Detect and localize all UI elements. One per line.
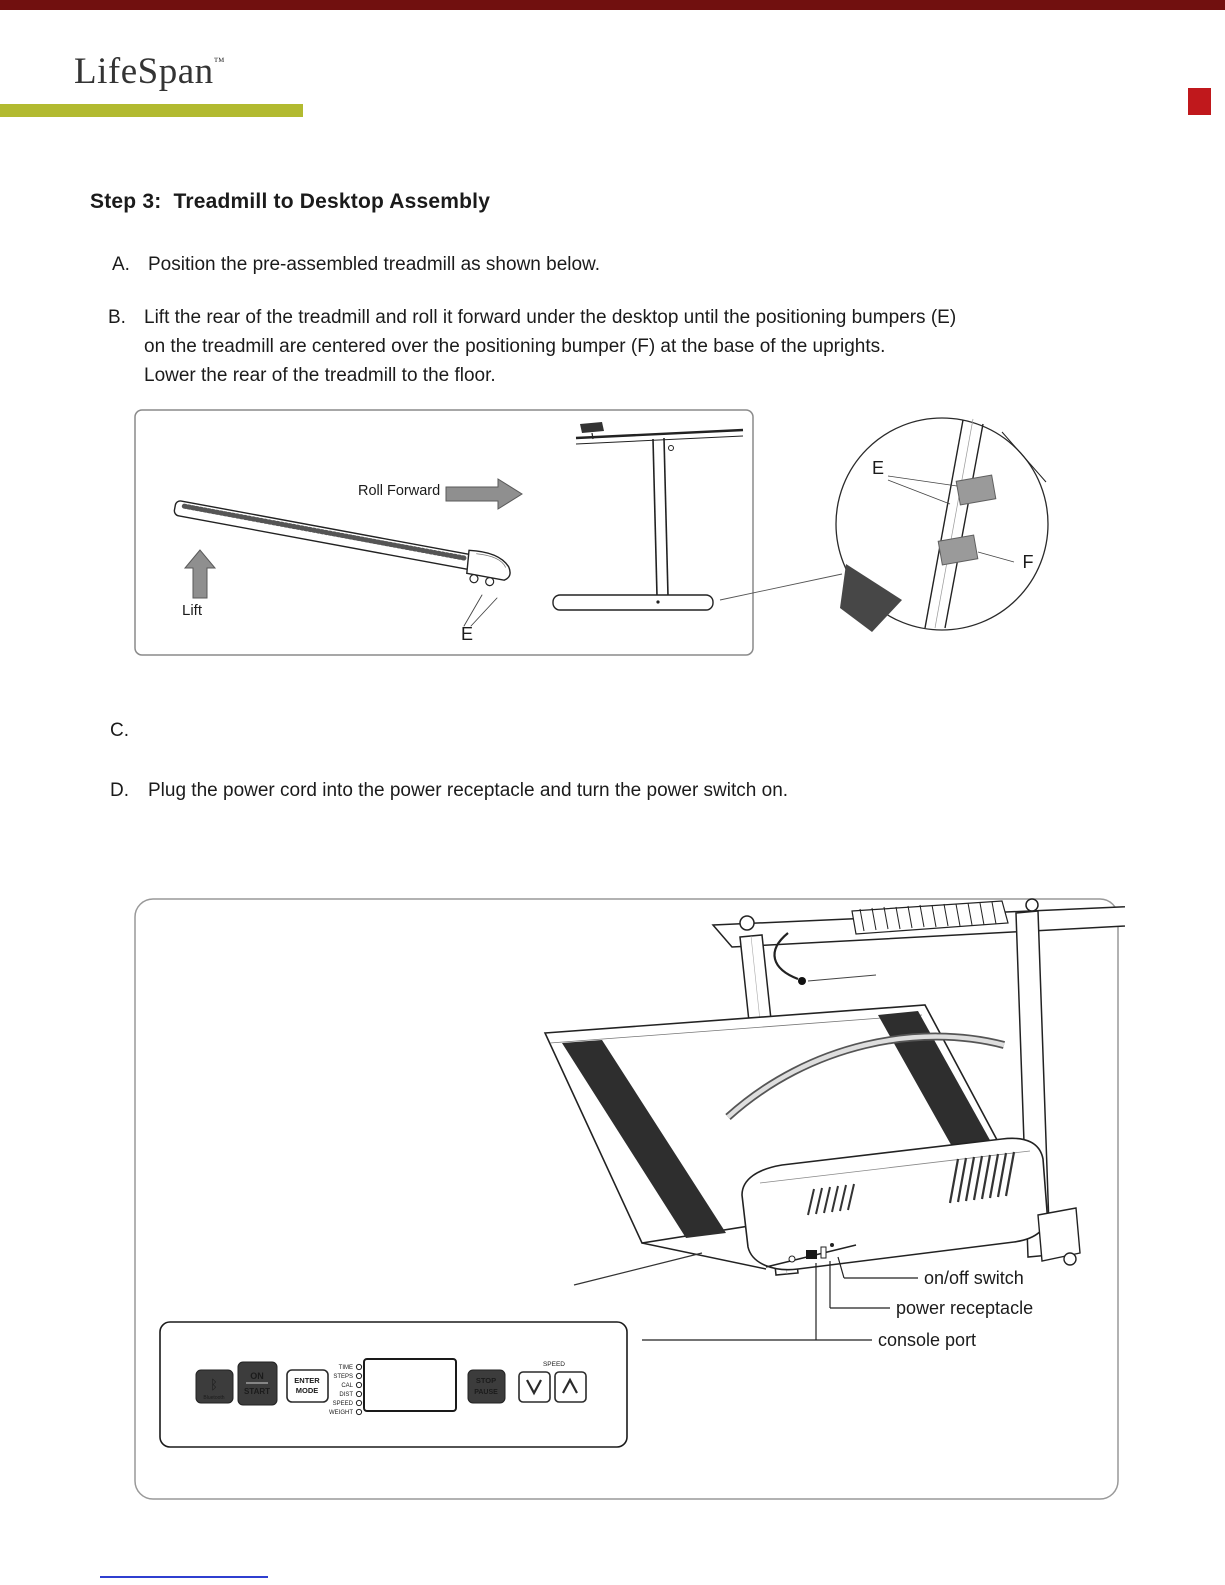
figure1-border: [135, 410, 753, 655]
brand-logo: [74, 50, 225, 93]
bluetooth-icon: ᛒ: [210, 1377, 218, 1392]
indicator-weight: WEIGHT: [329, 1410, 353, 1416]
stop-pause-button: [468, 1370, 505, 1403]
brand-tm: ™: [213, 56, 225, 68]
on-label: ON: [250, 1371, 264, 1381]
detail-circle: [836, 418, 1048, 632]
bluetooth-button-label: Bluetooth: [203, 1395, 225, 1401]
figure-power-connections: [130, 893, 1125, 1505]
footer-link-line: [100, 1576, 268, 1578]
step-b-text: [144, 303, 956, 390]
red-corner-mark: [1188, 88, 1211, 115]
figure-roll-forward: [130, 402, 1080, 667]
step-b-line-1: Lift the rear of the treadmill and roll it forward under the desktop until the positioning bumpers (E): [144, 307, 957, 328]
step-a-letter: A.: [112, 254, 130, 275]
console-port-label: console port: [878, 1330, 977, 1350]
indicator-speed: SPEED: [332, 1401, 353, 1407]
on-start-button: [238, 1362, 277, 1405]
power-receptacle-label: power receptacle: [896, 1298, 1034, 1318]
step-c-letter: C.: [110, 720, 129, 741]
step-c: [110, 716, 146, 745]
step-a-text: Position the pre-assembled treadmill as shown below.: [148, 254, 601, 275]
step-b-letter: B.: [108, 307, 126, 328]
accent-bar: [0, 104, 303, 117]
step-d-letter: D.: [110, 780, 129, 801]
stop-label: STOP: [475, 1376, 497, 1385]
on-off-switch-label: on/off switch: [924, 1268, 1024, 1288]
speed-down-button: [519, 1372, 550, 1402]
step-b-line-3: Lower the rear of the treadmill to the floor.: [144, 365, 496, 386]
indicator-dist: DIST: [339, 1392, 353, 1398]
start-label: START: [243, 1387, 271, 1396]
console-port: [830, 1243, 834, 1247]
step-b-line-2: on the treadmill are centered over the positioning bumper (F) at the base of the uprights.: [144, 336, 886, 357]
console-panel: [160, 1322, 627, 1447]
enter-label: ENTER: [294, 1376, 320, 1385]
on-off-switch: [806, 1250, 817, 1259]
pause-label: PAUSE: [474, 1389, 498, 1396]
roll-forward-label: Roll Forward: [358, 483, 441, 499]
indicator-steps: STEPS: [333, 1374, 353, 1380]
step-d: [110, 776, 788, 805]
power-receptacle: [821, 1247, 826, 1258]
step-d-text: Plug the power cord into the power receptacle and turn the power switch on.: [148, 780, 789, 801]
console-display: [364, 1359, 456, 1411]
mode-label: MODE: [295, 1386, 319, 1395]
page-title: Step 3: Treadmill to Desktop Assembly: [90, 190, 491, 213]
detail-f-label: F: [1022, 552, 1034, 572]
top-red-bar: [0, 0, 1225, 10]
brand-name: LifeSpan: [74, 51, 214, 92]
indicator-cal: CAL: [341, 1383, 353, 1389]
bumper-e-callout: E: [460, 624, 474, 644]
speed-up-button: [555, 1372, 586, 1402]
step-b: [108, 303, 956, 390]
detail-e-label: E: [871, 458, 885, 478]
indicator-time: TIME: [338, 1365, 353, 1371]
end-cap: [1038, 1208, 1080, 1261]
lift-label: Lift: [182, 602, 203, 619]
step-a: [112, 250, 600, 279]
speed-label: SPEED: [542, 1361, 566, 1368]
